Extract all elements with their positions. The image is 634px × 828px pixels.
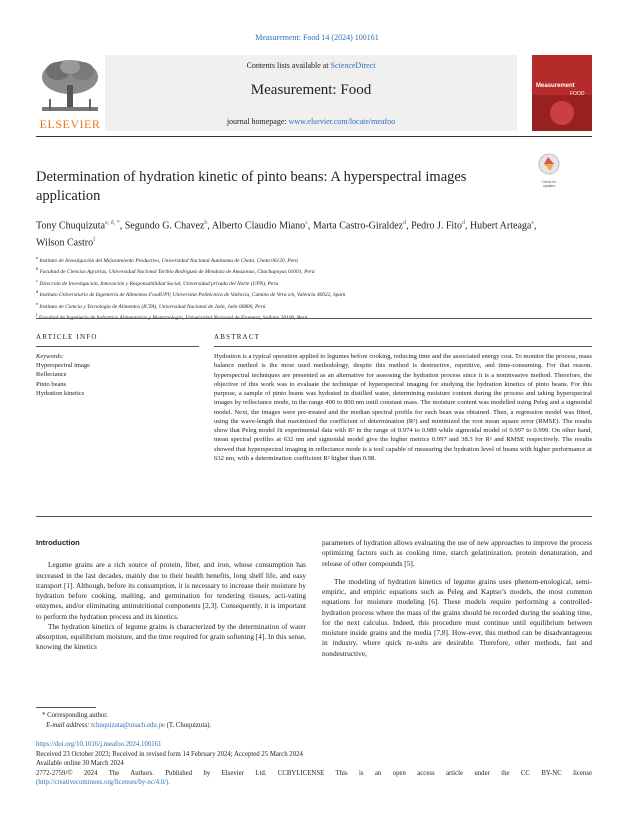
affiliation-text: Facultad de Ingeniería de Industrias Alimentarias y Biotecnología, Universidad Nacional de Frontera, Sullana 20100, Perú [38,314,308,321]
journal-name: Measurement: Food [250,82,372,98]
affiliation-item [36,288,576,299]
homepage-prefix: journal homepage: [226,117,289,126]
email-label: E-mail address: [46,721,92,729]
author-name[interactable]: Alberto Claudio Miano [211,220,306,232]
affiliation-marker: b [36,266,39,272]
author-name[interactable]: Wilson Castro [36,237,94,249]
keywords-label: Keywords: [36,353,64,360]
article-info-rule [36,346,199,347]
affiliation-text: Instituto de Investigación del Mejoramiento Productivo, Universidad Nacional Autónoma de Chota, Chota 06120, Perú [39,257,298,264]
keyword-item: Pinto beans [36,380,67,388]
available-online: Available online 30 March 2024 [36,760,124,767]
check-updates-icon [536,153,562,175]
author-affiliation-marker[interactable]: d [403,220,407,226]
header-rule [36,136,592,137]
affiliation-item [36,277,576,288]
affiliation-item [36,265,576,276]
journal-masthead [105,55,517,131]
abstract-bottom-rule [36,516,592,517]
contents-prefix: Contents lists available at [246,61,331,70]
footnote-rule [36,707,96,708]
copyright-line: 2772-2759/© 2024 The Authors. Published by Elsevier Ltd. CCBYLICENSE This is an open access article under the CC BY-NC license [36,769,592,777]
introduction-heading: Introduction [36,538,80,547]
author-affiliation-marker[interactable]: f [93,237,96,244]
author-affiliation-marker[interactable]: d [461,220,465,226]
homepage-link[interactable]: www.elsevier.com/locate/meafoo [288,117,396,126]
body-paragraph: parameters of hydration allows evaluating the use of new approaches to improve the process optimizing factors such as cooking time, starch gelatinization, protein denaturation, and release of other compounds [5]. [322,538,592,568]
author-affiliation-marker[interactable]: e [531,220,534,226]
check-updates-label: Check for updates [541,180,557,188]
doi-link[interactable]: https://doi.org/10.1016/j.meafoo.2024.100161 [36,741,162,748]
keyword-item: Hydration kinetics [36,389,85,397]
received-dates: Received 23 October 2023; Received in revised form 14 February 2024; Accepted 25 March 2024 [36,750,303,758]
affiliation-item [36,254,576,265]
affiliation-marker: d [36,289,39,295]
author-name[interactable]: Pedro J. Fito [411,220,462,232]
check-for-updates-button[interactable] [536,153,562,188]
affiliation-marker: c [36,277,38,283]
abstract-text: Hydration is a typical operation applied to legumes before cooking, reducing time and the associated energy cost. To monitor the process, mass balance method is the most used methodology, despite this method is destructive, repetitive, and time-consuming. For that reason. hyperspectral techniques are presented as an alternative for assessing the hydration process since it is a noninvasive method. Therefore, the objective of this work was to evaluate the technique of hyperspectral imaging for studying the hydration kinetics of pinto beans. For this purpose, a sample of pinto beans was hydrated in distilled water, determining moisture content during the process and taking hyperspectral images by reflectance mode, in the range 400 to 800 nm until constant mass. The moisture content was modelled using Peleg and a sigmoidal model. Next, the images were pre-treated and the median spectral profile for each bean was obtained. Then, a regression model was fitted, using the wave-length that maximized the coefficient of determination (R²) and minimized the root mean square error (RMSE). The results show that Peleg model fit experimental data with R² in the range of 0.974 to 0.989 while sigmoidal model of 0.997 to 0.999. On other hand, mean spectral profiles at 632 nm and sigmoidal model give the higher metrics 0.997 and 38.3 for R² and RMSE respectively. The results showed that hyperspectral imaging in reflectance mode is a tool capable of measuring the hydration level of beans with higher performance at 632 nm, with a determination coefficient R² higher than 0.98. [214,353,592,462]
author-name[interactable]: Marta Castro-Giraldez [312,220,404,232]
author-name[interactable]: Segundo G. Chavez [124,220,205,232]
footnote [36,711,596,730]
keywords-block [36,352,199,398]
journal-reference[interactable]: Measurement: Food 14 (2024) 100161 [255,33,379,42]
email-suffix: (T. Chuquizuta). [164,721,212,729]
body-paragraph: Legume grains are a rich source of protein, fiber, and iron, whose consumption has increased in the last decades, mainly due to their health benefits, long shelf life, and easy transport [1]. Although, before its consumption, it is necessary to increase their moisture by hydration before cooking, malting, and germination for tendering tissues, acti-vating enzymes, and/or eliminating antinutritional components [2,3]. Consequently, it is important to perform the hydration process and its kinetics. [36,560,306,621]
contents-line [105,61,517,70]
affiliation-marker: a [36,255,38,260]
body-paragraph: The modeling of hydration kinetics of legume grains uses phenom-enological, semi-empiric, and empiric equations such as Peleg and Kaptso’s models, the most common equations for moisture modeling [6]. These models require performing a controlled-hydration process where the mass of the grains should be recorded during the soaking time, for the next calculus. Indeed, this procedure must continue until equilibrium between moisture inside grains and the media [7,8]. How-ever, this method can be disadvantageous in industry, where quick re-sults are desirable. Therefore, other methods, fast and nondestructive, [322,576,592,658]
affiliation-text: Facultad de Ciencias Agrarias, Universidad Nacional Toribio Rodríguez de Mendoza de Amazonas, Chachapoyas 01001, Perú [39,269,315,276]
affiliation-marker: e [36,300,38,306]
affiliation-item [36,311,576,322]
affiliation-rule [36,318,592,319]
article-title: Determination of hydration kinetic of pinto beans: A hyperspectral images application [36,169,467,204]
article-info-heading: ARTICLE INFO [36,333,98,341]
affiliation-list [36,254,576,322]
author-affiliation-marker[interactable]: a, d, * [105,220,120,226]
corresponding-author: * Corresponding author. [42,712,108,719]
affiliation-marker: f [36,311,38,317]
homepage-line [105,117,517,126]
author-name[interactable]: Tony Chuquizuta [36,220,106,232]
cover-title: Measurement [536,83,575,89]
keyword-item: Reflectance [36,371,67,379]
elsevier-logo [36,55,104,131]
body-column-right [322,538,592,659]
publisher-name: ELSEVIER [39,117,101,131]
abstract-rule [214,346,592,347]
author-list: Tony Chuquizuta$^{a, d, *}$, Segundo G. Chavez$^b$, Alberto Claudio Miano$^c$, Marta Castro-Giraldez$^d$, Pedro J. Fito$^d$, Hubert Arteaga$^e$, Wilson Castro$^f$ [36,220,537,249]
abstract-heading: ABSTRACT [214,333,261,341]
affiliation-text: Instituto de Ciencia y Tecnología de Alimentos (ICTA), Universidad Nacional de Jaén, Jaén 06800, Perú [39,303,266,310]
license-link[interactable]: (http://creativecommons.org/licenses/by-nc/4.0/). [36,779,171,786]
cover-subtitle: FOOD [570,91,585,97]
sciencedirect-link[interactable]: ScienceDirect [330,61,376,70]
keyword-item: Hyperspectral image [36,362,90,370]
publication-info [36,740,592,788]
body-column-left [36,538,306,653]
affiliation-text: Dirección de Investigación, Innovación y Responsabilidad Social, Universidad privada del Norte (UPN), Peru [39,280,279,287]
email-link[interactable]: tchuquizuta@unach.edu.pe [91,721,165,729]
affiliation-text: Instituto Universitario de Ingeniería de Alimentos FoodUPV, Universitat Politècnica de València, Camino de Vera s/n, Valencia 46022, Spain [39,291,346,298]
journal-cover[interactable] [532,55,592,131]
author-name[interactable]: Hubert Arteaga [469,220,532,232]
body-paragraph: The hydration kinetics of legume grains is characterized by the determination of water absorption, equilibrium moisture, and the time required for grain softening [4]. In this sense, knowing the kinetics [36,621,306,652]
author-affiliation-marker[interactable]: c [305,220,308,226]
author-affiliation-marker[interactable]: b [204,220,208,226]
affiliation-item [36,300,576,311]
